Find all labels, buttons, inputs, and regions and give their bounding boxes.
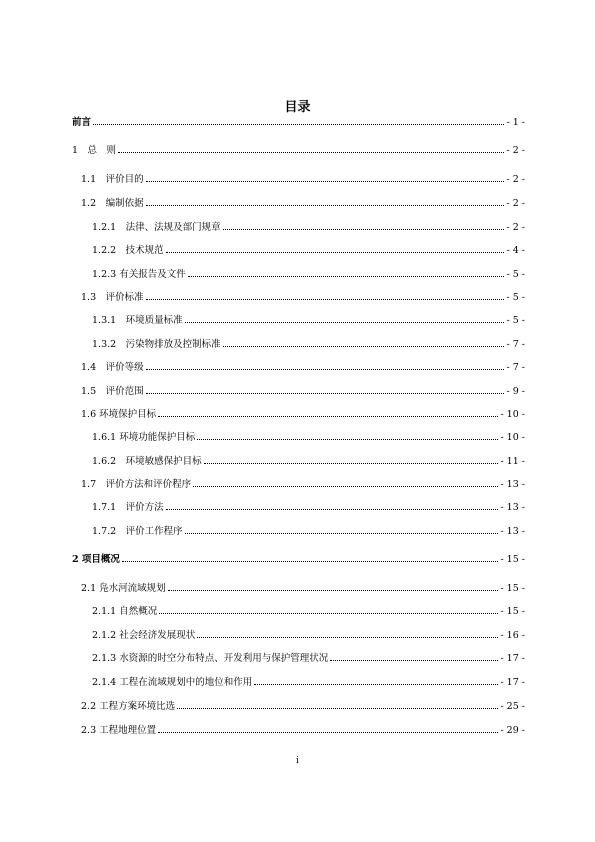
dot-leader xyxy=(193,478,498,487)
dot-leader xyxy=(197,629,498,638)
toc-entry-page: - 13 - xyxy=(500,479,525,490)
toc-entry[interactable] xyxy=(92,605,525,618)
dot-leader xyxy=(122,553,499,562)
toc-entry-page: - 13 - xyxy=(500,502,525,513)
toc-entry-label: 2.1 凫水河流域规划 xyxy=(81,583,166,594)
toc-entry-label: 1.2 编制依据 xyxy=(81,198,144,209)
toc-entry-page: - 5 - xyxy=(506,269,525,280)
toc-entry-page: - 15 - xyxy=(500,606,525,617)
toc-entry[interactable] xyxy=(92,652,525,665)
toc-entry[interactable] xyxy=(81,408,525,421)
dot-leader xyxy=(118,144,504,153)
toc-title: 目录 xyxy=(284,100,311,115)
toc-entry-page: - 7 - xyxy=(506,362,525,373)
toc-entry[interactable] xyxy=(92,431,525,444)
toc-entry[interactable] xyxy=(81,361,525,374)
dot-leader xyxy=(223,221,505,230)
toc-entry-page: - 15 - xyxy=(500,554,525,565)
toc-entry-label: 1.6.2 环境敏感保护目标 xyxy=(92,456,202,467)
toc-entry-label: 1.1 评价目的 xyxy=(81,174,144,185)
toc-entry[interactable] xyxy=(92,314,525,327)
toc-entry[interactable] xyxy=(72,553,525,566)
toc-entry-page: - 15 - xyxy=(500,583,525,594)
toc-entry-page: - 13 - xyxy=(500,526,525,537)
toc-entry-page: - 9 - xyxy=(506,386,525,397)
dot-leader xyxy=(254,676,498,685)
toc-entry[interactable] xyxy=(92,455,525,468)
dot-leader xyxy=(146,291,505,300)
toc-entry[interactable] xyxy=(92,221,525,234)
dot-leader xyxy=(158,408,498,417)
toc-entry-page: - 5 - xyxy=(506,292,525,303)
toc-entry-label: 2.1.2 社会经济发展现状 xyxy=(92,630,196,641)
dot-leader xyxy=(146,361,505,370)
toc-entry-label: 1.3.2 污染物排放及控制标准 xyxy=(92,339,221,350)
toc-entry[interactable] xyxy=(81,385,525,398)
toc-entry[interactable] xyxy=(92,501,525,514)
toc-entry-page: - 2 - xyxy=(506,145,525,156)
dot-leader xyxy=(185,525,499,534)
toc-entry-label: 前言 xyxy=(72,117,92,128)
toc-entry-label: 1 总 则 xyxy=(72,145,117,156)
dot-leader xyxy=(188,268,505,277)
toc-entry-label: 1.7.2 评价工作程序 xyxy=(92,526,183,537)
toc-entry-page: - 17 - xyxy=(500,653,525,664)
toc-entry-page: - 2 - xyxy=(506,174,525,185)
toc-entry-label: 1.2.2 技术规范 xyxy=(92,245,164,256)
toc-entry-label: 2.1.4 工程在流域规划中的地位和作用 xyxy=(92,677,253,688)
dot-leader xyxy=(185,314,505,323)
toc-entry-page: - 17 - xyxy=(500,677,525,688)
toc-entry[interactable] xyxy=(72,116,525,129)
toc-entry-page: - 25 - xyxy=(500,701,525,712)
toc-entry[interactable] xyxy=(81,291,525,304)
dot-leader xyxy=(166,244,505,253)
toc-entry-label: 1.4 评价等级 xyxy=(81,362,144,373)
dot-leader xyxy=(146,173,505,182)
dot-leader xyxy=(204,455,499,464)
page-number-footer: i xyxy=(296,756,299,766)
toc-entry-label: 1.5 评价范围 xyxy=(81,386,144,397)
dot-leader xyxy=(93,116,504,125)
toc-entry-label: 2.2 工程方案环境比选 xyxy=(81,701,176,712)
toc-entry[interactable] xyxy=(72,144,525,157)
toc-entry-label: 2.3 工程地理位置 xyxy=(81,725,157,736)
dot-leader xyxy=(330,652,498,661)
toc-entry-page: - 10 - xyxy=(500,432,525,443)
toc-entry-label: 1.7.1 评价方法 xyxy=(92,502,164,513)
toc-entry-page: - 10 - xyxy=(500,409,525,420)
toc-entry[interactable] xyxy=(92,244,525,257)
toc-entry[interactable] xyxy=(81,724,525,737)
toc-entry[interactable] xyxy=(81,173,525,186)
toc-entry-page: - 16 - xyxy=(500,630,525,641)
toc-entry[interactable] xyxy=(92,629,525,642)
toc-entry-label: 2.1.3 水资源的时空分布特点、开发利用与保护管理状况 xyxy=(92,653,329,664)
toc-entry[interactable] xyxy=(81,197,525,210)
toc-entry-label: 2 项目概况 xyxy=(72,554,120,565)
toc-entry[interactable] xyxy=(92,676,525,689)
toc-entry-page: - 4 - xyxy=(506,245,525,256)
toc-entry[interactable] xyxy=(92,268,525,281)
toc-entry-label: 1.6 环境保护目标 xyxy=(81,409,157,420)
toc-entry-page: - 2 - xyxy=(506,198,525,209)
toc-entry[interactable] xyxy=(92,525,525,538)
toc-entry-label: 1.6.1 环境功能保护目标 xyxy=(92,432,196,443)
dot-leader xyxy=(166,501,499,510)
toc-entry-label: 1.2.3 有关报告及文件 xyxy=(92,269,186,280)
toc-entry[interactable] xyxy=(81,700,525,713)
toc-entry-label: 1.2.1 法律、法规及部门规章 xyxy=(92,222,221,233)
toc-entry-page: - 7 - xyxy=(506,339,525,350)
toc-entry-label: 1.3.1 环境质量标准 xyxy=(92,315,183,326)
dot-leader xyxy=(168,582,499,591)
toc-entry-page: - 1 - xyxy=(506,117,525,128)
dot-leader xyxy=(159,605,498,614)
toc-entry-label: 2.1.1 自然概况 xyxy=(92,606,158,617)
dot-leader xyxy=(197,431,498,440)
toc-entry-page: - 5 - xyxy=(506,315,525,326)
toc-entry[interactable] xyxy=(81,478,525,491)
toc-entry-page: - 2 - xyxy=(506,222,525,233)
toc-entry[interactable] xyxy=(92,338,525,351)
dot-leader xyxy=(177,700,498,709)
toc-entry-page: - 29 - xyxy=(500,725,525,736)
toc-entry-page: - 11 - xyxy=(500,456,525,467)
toc-entry-label: 1.3 评价标准 xyxy=(81,292,144,303)
dot-leader xyxy=(146,385,505,394)
toc-entry[interactable] xyxy=(81,582,525,595)
dot-leader xyxy=(223,338,505,347)
dot-leader xyxy=(158,724,498,733)
dot-leader xyxy=(146,197,505,206)
toc-entry-label: 1.7 评价方法和评价程序 xyxy=(81,479,192,490)
